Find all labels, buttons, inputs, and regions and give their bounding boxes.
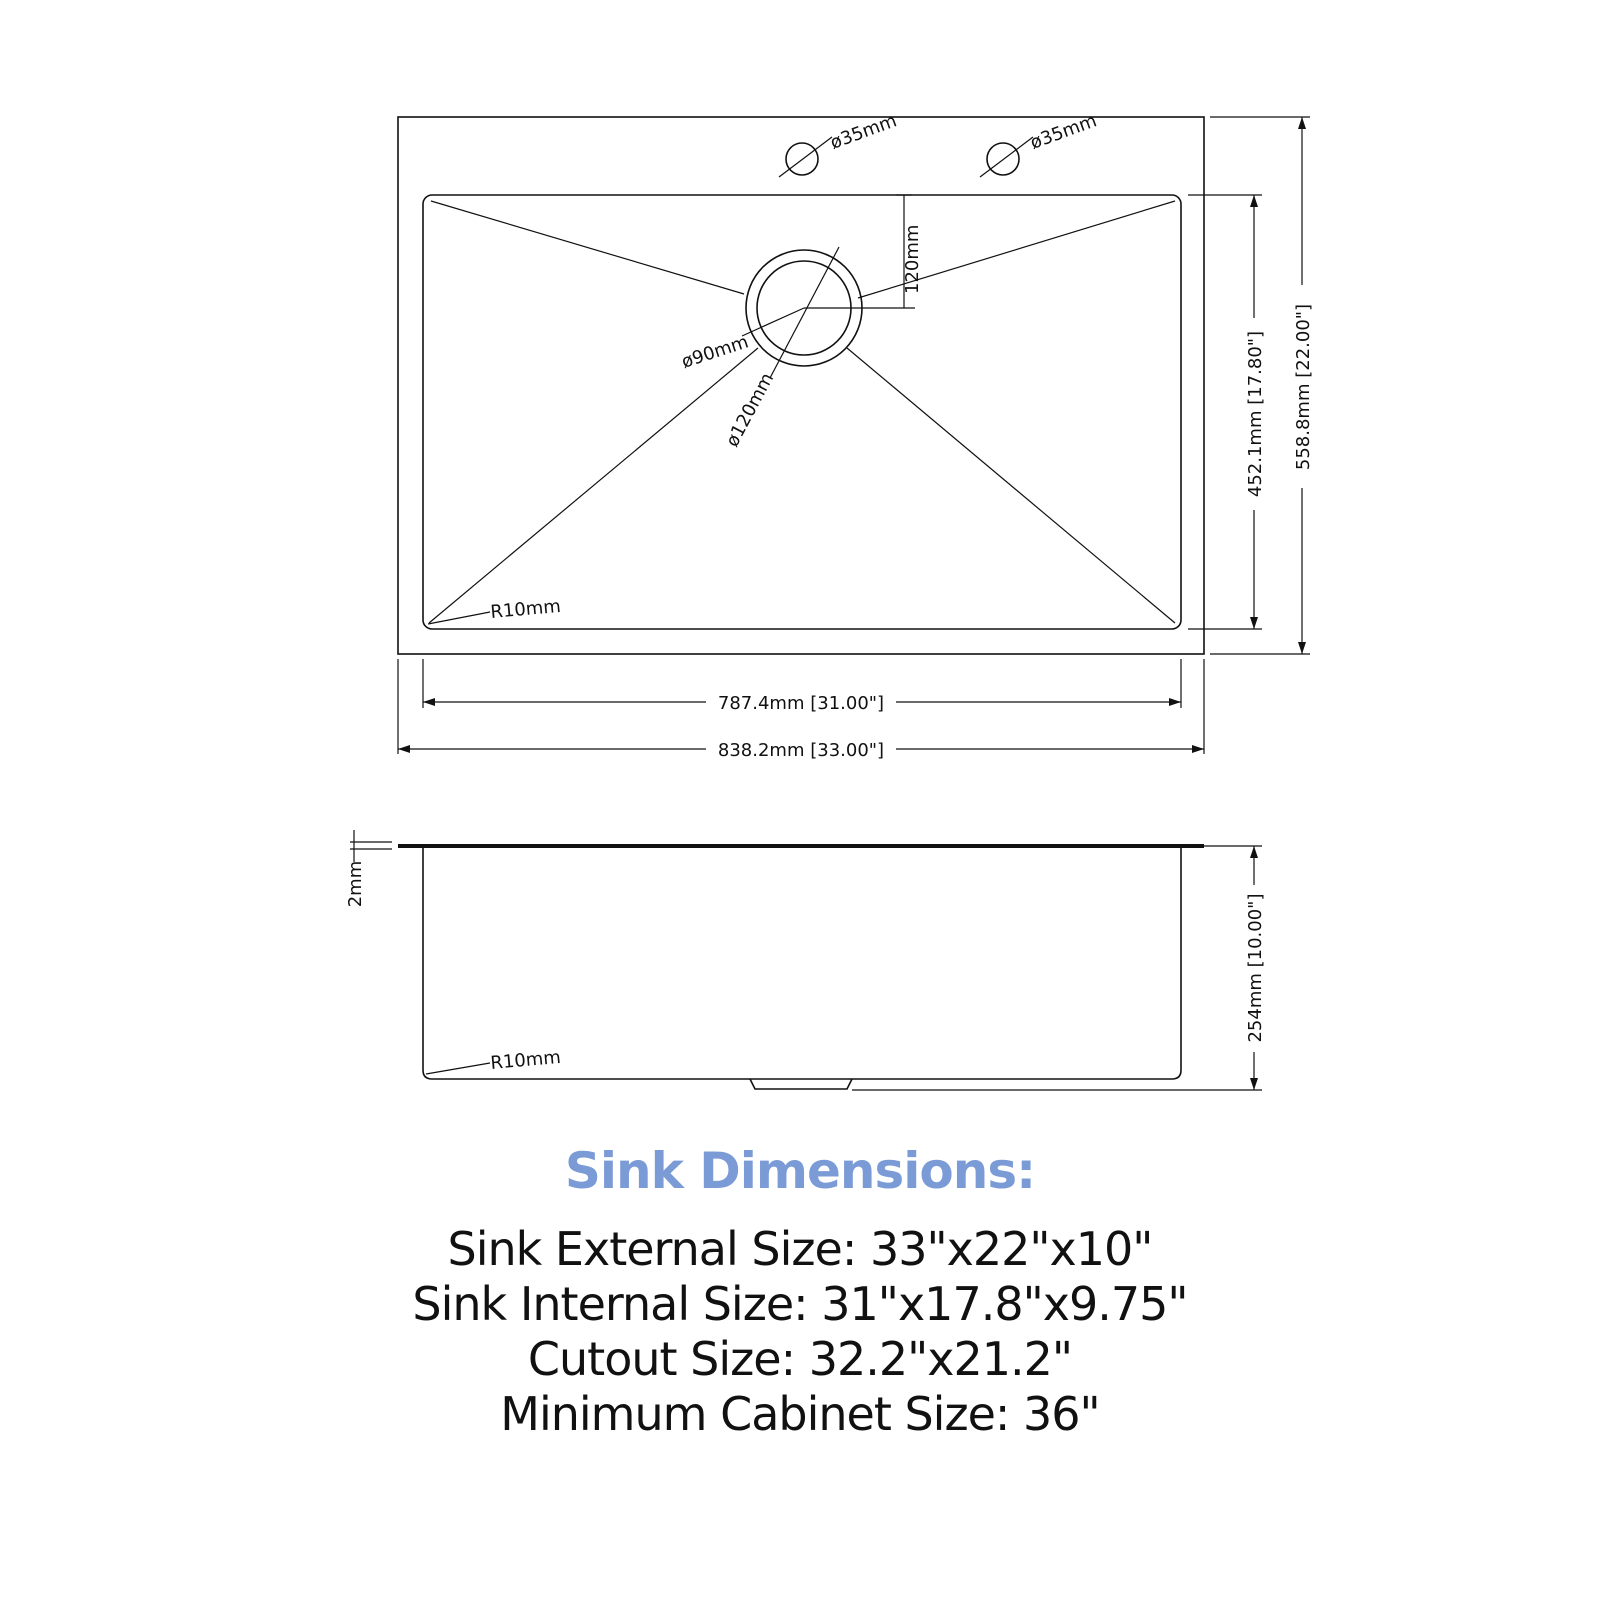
bowl-profile <box>423 848 1181 1079</box>
spec-internal-size: Sink Internal Size: 31"x17.8"x9.75" <box>412 1277 1188 1331</box>
internal-depth-label: 452.1mm [17.80"] <box>1245 330 1266 498</box>
bowl-slope-lines <box>429 201 1175 623</box>
faucet-hole-left-label: ø35mm <box>827 110 900 154</box>
spec-title: Sink Dimensions: <box>564 1142 1036 1200</box>
drain-inner-label: ø90mm <box>679 331 752 373</box>
corner-radius-label: R10mm <box>489 595 562 623</box>
drain-outlet <box>750 1079 852 1089</box>
drain <box>742 247 915 378</box>
external-depth-label: 558.8mm [22.00"] <box>1293 303 1314 471</box>
spec-list <box>0 1222 1600 1442</box>
external-width-label: 838.2mm [33.00"] <box>717 740 885 761</box>
height-dimension <box>852 846 1262 1090</box>
side-corner-radius-leader <box>426 1063 490 1074</box>
inner-bowl-outline <box>423 195 1181 629</box>
drain-offset-label: 120mm <box>902 224 923 294</box>
top-view <box>398 110 1314 761</box>
faucet-hole-right <box>980 137 1033 177</box>
spec-cutout-size: Cutout Size: 32.2"x21.2" <box>527 1332 1073 1386</box>
corner-radius-leader <box>428 612 490 624</box>
drain-outer-label: ø120mm <box>721 369 779 451</box>
faucet-hole-left <box>779 137 832 177</box>
spec-cabinet-size: Minimum Cabinet Size: 36" <box>500 1387 1100 1441</box>
faucet-hole-right-label: ø35mm <box>1027 110 1100 154</box>
height-label: 254mm [10.00"] <box>1245 893 1266 1043</box>
thickness-label: 2mm <box>345 860 366 908</box>
internal-width-label: 787.4mm [31.00"] <box>717 693 885 714</box>
side-corner-radius-label: R10mm <box>489 1046 562 1074</box>
side-view <box>345 830 1266 1090</box>
outer-deck-outline <box>398 117 1204 654</box>
thickness-dimension <box>350 830 392 862</box>
spec-external-size: Sink External Size: 33"x22"x10" <box>447 1222 1153 1276</box>
